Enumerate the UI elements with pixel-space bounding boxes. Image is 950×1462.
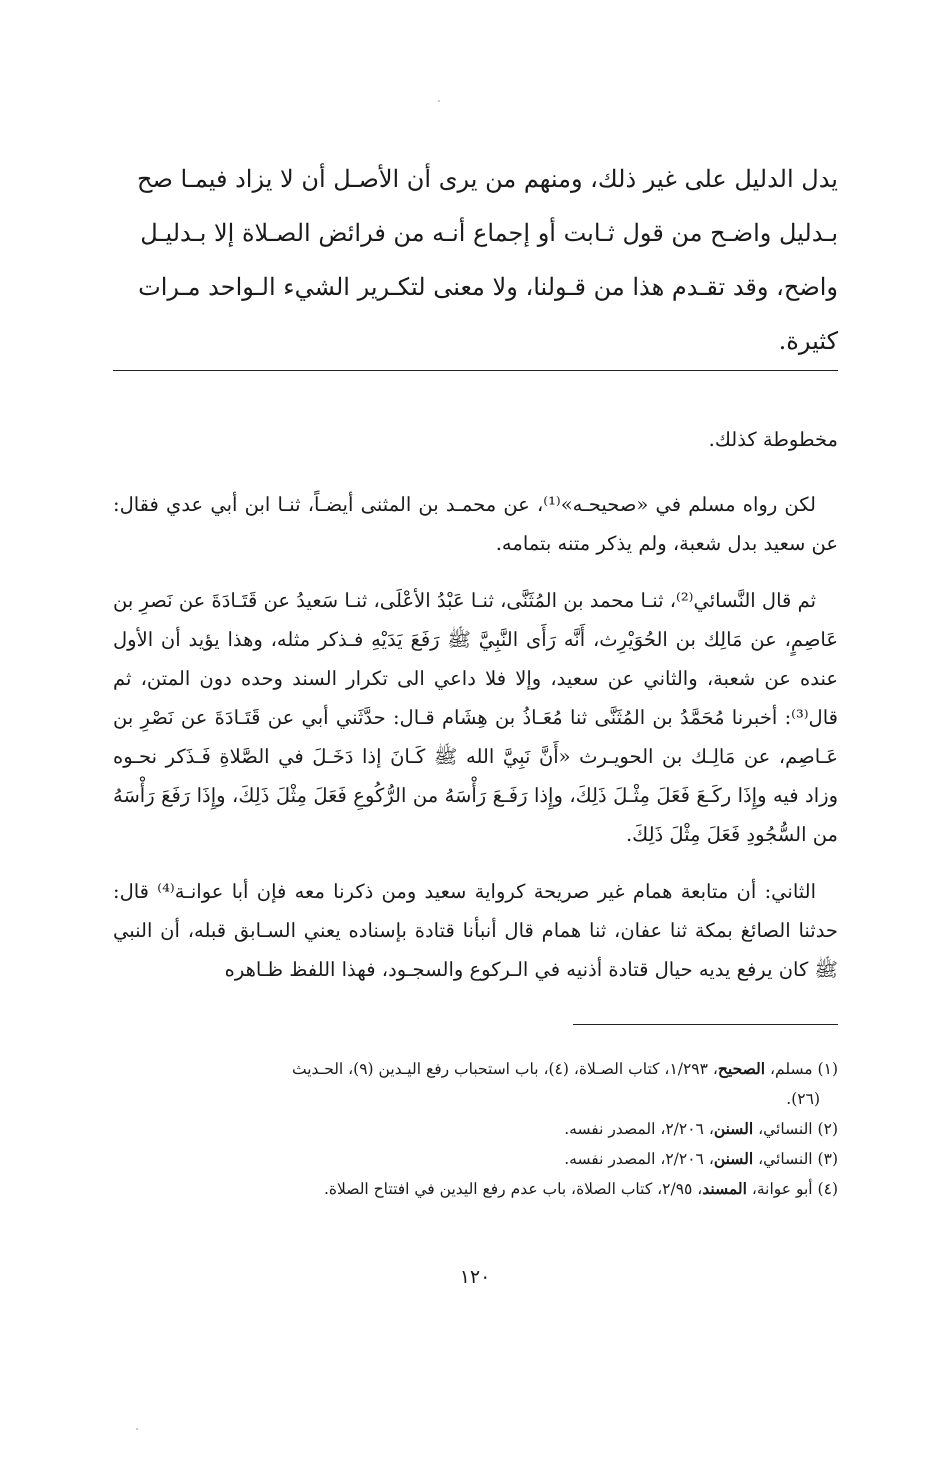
footnote-3	[113, 1144, 838, 1174]
main-text-line: بـدليل واضـح من قول ثـابت أو إجماع أنـه من فرائض الصـلاة إلا بـدليـل	[140, 219, 838, 247]
footnote-author: مسلم،	[770, 1060, 813, 1078]
footnote-divider	[573, 1024, 838, 1025]
footnote-source: الصحيح	[717, 1059, 766, 1078]
footnote-source: السنن	[713, 1149, 754, 1168]
footnote-source: السنن	[713, 1119, 754, 1138]
page-number: ١٢٠	[459, 1266, 491, 1288]
footnote-marker: (٤)	[817, 1180, 838, 1198]
commentary-intro: مخطوطة كذلك.	[708, 428, 838, 451]
commentary-paragraph-3: الثاني: أن متابعة همام غير صريحة كرواية سعيد ومن ذكرنا معه فإن أبا عوانـة⁽⁴⁾ قال: حدثنا الصائغ بمكة ثنا عفان، ثنا همام قال أنبأنا قتادة بإسناده يعني السـابق قبله، أن النبي ﷺ كان يرفع يديه حيال قتادة أذنيه في الـركوع والسجـود، فهذا اللفظ ظـاهره	[113, 880, 838, 981]
footnote-marker: (٢)	[817, 1120, 838, 1138]
footnote-details: ، ١/٢٩٣، كتاب الصـلاة، (٤)، باب استحباب رفع اليـدين (٩)، الحـديث	[291, 1060, 718, 1078]
footnote-1-continuation: (٢٦).	[786, 1090, 820, 1108]
footnote-details: ، ٢/٩٥، كتاب الصلاة، باب عدم رفع اليدين في افتتاح الصلاة.	[323, 1180, 703, 1198]
footnote-4	[113, 1174, 838, 1204]
commentary-paragraph-1: لكن رواه مسلم في «صحيحـه»⁽¹⁾، عن محمـد بن المثنى أيضـاً، ثنـا ابن أبي عدي فقال: عن سعيد بدل شعبة، ولم يذكر متنه بتمامه.	[113, 493, 838, 555]
main-text-line: واضح، وقد تقـدم هذا من قـولنا، ولا معنى لتكـرير الشيء الـواحد مـرات	[138, 273, 838, 301]
section-divider	[113, 370, 838, 371]
commentary-section	[113, 420, 838, 1007]
footnote-marker: (٣)	[817, 1150, 838, 1168]
footnote-1	[113, 1054, 838, 1084]
commentary-paragraph-2: ثم قال النَّسائي⁽²⁾، ثنـا محمد بن المُثَنَّى، ثنـا عَبْدُ الأعْلَى، ثنـا سَعيدُ عن قَتَـادَةَ عن نَصرِ بن عَاصِمٍ، عن مَالِك بن الحُوَيْرِث، أَنَّه رَأَى النَّبِيَّ ﷺ رَفَعَ يَدَيْهِ فـذكر مثله، وهذا يؤيد أن الأول عنده عن شعبة، والثاني عن سعيد، وإلا فلا داعي الى تكرار السند وحده دون المتن، ثم قال⁽³⁾: أخبرنا مُحَمَّدُ بن المُثَنَّى ثنا مُعَـاذُ بن هِشَام قـال: حدَّثَني أبي عن قَتَـادَةَ عن نَصْرِ بن عَـاصِم، عن مَالِـك بن الحويـرث «أَنَّ نَبِيَّ الله ﷺ كَـانَ إذا دَخَـلَ في الصَّلاةِ فَـذَكر نحـوه وزاد فيه وإِذَا ركَـعَ فَعَلَ مِثْـلَ ذَلِكَ، وإِذا رَفَـعَ رَأْسَهُ من الرُّكُوعِ فَعَلَ مِثْلَ ذَلِكَ، وإِذَا رَفَعَ رَأْسَهُ من السُّجُودِ فَعَلَ مِثْلَ ذَلِكَ.	[113, 589, 838, 846]
footnote-details: ، ٢/٢٠٦، المصدر نفسه.	[564, 1120, 714, 1138]
footnote-2	[113, 1114, 838, 1144]
main-text	[113, 152, 838, 368]
footnote-author: النسائي،	[758, 1120, 813, 1138]
main-text-line: كثيرة.	[778, 327, 838, 355]
footnote-details: ، ٢/٢٠٦، المصدر نفسه.	[564, 1150, 714, 1168]
footnotes	[113, 1054, 838, 1204]
main-text-line: يدل الدليل على غير ذلك، ومنهم من يرى أن الأصـل أن لا يزاد فيمـا صح	[137, 165, 838, 193]
footnote-source: المسند	[702, 1179, 747, 1198]
footnote-author: النسائي،	[758, 1150, 813, 1168]
scan-speck	[136, 1428, 138, 1430]
footnote-marker: (١)	[817, 1060, 838, 1078]
footnote-author: أبو عوانة،	[751, 1180, 813, 1198]
scan-speck	[438, 100, 440, 102]
